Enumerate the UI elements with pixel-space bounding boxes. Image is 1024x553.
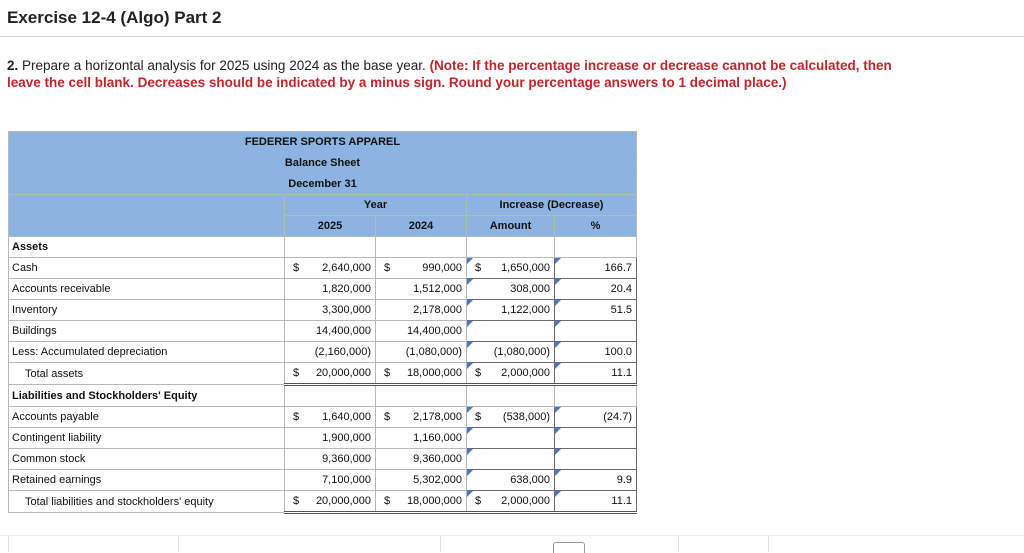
liabilities-heading: Liabilities and Stockholders' Equity [9,385,285,407]
value-2024 [376,300,467,321]
table-row [9,470,637,491]
amount-text: 2,178,000 [413,304,462,316]
col-2024: 2024 [376,216,467,237]
liability-rows [9,407,637,513]
statement-date: December 31 [9,174,637,195]
value-2024 [376,449,467,470]
dollar-sign: $ [475,495,482,507]
amount-text: 7,100,000 [322,474,371,486]
change-percent-input[interactable] [555,321,637,342]
value-2025 [285,407,376,428]
amount-text: 1,640,000 [322,411,371,423]
table-row [9,407,637,428]
value-2025 [285,279,376,300]
change-amount-input[interactable] [467,428,555,449]
change-amount-input[interactable] [467,407,555,428]
change-amount-input[interactable] [467,363,555,385]
amount-text: 2,640,000 [322,262,371,274]
amount-text: (538,000) [502,411,550,423]
amount-text: 20,000,000 [315,367,371,379]
change-amount-input[interactable] [467,279,555,300]
instruction-text: Prepare a horizontal analysis for 2025 using 2024 as the base year. [22,58,426,73]
amount-text: 1,160,000 [413,432,462,444]
amount-text: 20,000,000 [315,495,371,507]
change-amount-input[interactable] [467,321,555,342]
instruction-note: (Note: If the percentage increase or decrease cannot be calculated, then leave the cell blank. Decreases should be indicated by a minus sign. Round your percentage answers to 1 decimal place.) [7,58,892,90]
amount-text: 14,400,000 [406,325,462,337]
year-header: Year [285,195,467,216]
table-row [9,321,637,342]
value-2025 [285,428,376,449]
value-2025 [285,342,376,363]
dollar-sign: $ [475,411,482,423]
value-2024 [376,363,467,385]
statement-name: Balance Sheet [9,153,637,174]
value-2024 [376,407,467,428]
amount-text: (2,160,000) [314,346,371,358]
amount-text: (1,080,000) [493,346,550,358]
amount-text: 1,650,000 [501,262,550,274]
col-amount: Amount [467,216,555,237]
value-2025 [285,258,376,279]
instruction-number: 2. [7,58,19,73]
value-2024 [376,428,467,449]
assets-heading: Assets [9,237,285,258]
table-row [9,363,637,385]
company-name: FEDERER SPORTS APPAREL [9,132,637,153]
dollar-sign: $ [475,262,482,274]
amount-text: 18,000,000 [406,495,462,507]
dollar-sign: $ [384,495,391,507]
row-label: Cash [9,258,285,279]
row-label: Contingent liability [9,428,285,449]
scroll-handle-icon[interactable] [553,542,585,553]
row-label: Less: Accumulated depreciation [9,342,285,363]
change-percent-input[interactable]: 51.5 [555,300,637,321]
value-2024 [376,321,467,342]
row-label: Accounts payable [9,407,285,428]
increase-decrease-header: Increase (Decrease) [467,195,637,216]
change-amount-input[interactable] [467,470,555,491]
title-divider [0,36,1024,37]
value-2025 [285,491,376,513]
value-2025 [285,321,376,342]
amount-text: (1,080,000) [405,346,462,358]
amount-text: 2,000,000 [501,367,550,379]
table-row [9,258,637,279]
amount-text: 2,178,000 [413,411,462,423]
table-row [9,342,637,363]
instructions [7,57,907,91]
table-row [9,279,637,300]
row-label: Common stock [9,449,285,470]
change-amount-input[interactable] [467,449,555,470]
change-percent-input[interactable] [555,428,637,449]
dollar-sign: $ [384,262,391,274]
footer-strip [0,535,1024,552]
amount-text: 9,360,000 [413,453,462,465]
change-amount-input[interactable] [467,300,555,321]
value-2024 [376,470,467,491]
amount-text: 1,820,000 [322,283,371,295]
dollar-sign: $ [293,367,300,379]
amount-text: 2,000,000 [501,495,550,507]
value-2025 [285,470,376,491]
exercise-title: Exercise 12-4 (Algo) Part 2 [7,8,222,27]
amount-text: 1,512,000 [413,283,462,295]
horizontal-analysis-table [8,131,637,514]
dollar-sign: $ [293,411,300,423]
value-2025 [285,449,376,470]
table-row [9,491,637,513]
amount-text: 1,122,000 [501,304,550,316]
row-label: Inventory [9,300,285,321]
amount-text: 638,000 [510,474,550,486]
change-percent-input[interactable]: 100.0 [555,342,637,363]
value-2025 [285,300,376,321]
dollar-sign: $ [293,262,300,274]
value-2025 [285,363,376,385]
amount-text: 990,000 [422,262,462,274]
change-percent-input[interactable] [555,449,637,470]
table-row [9,428,637,449]
dollar-sign: $ [384,367,391,379]
change-amount-input[interactable] [467,491,555,513]
amount-text: 308,000 [510,283,550,295]
asset-rows [9,258,637,385]
amount-text: 14,400,000 [315,325,371,337]
col-percent: % [555,216,637,237]
row-label: Buildings [9,321,285,342]
change-percent-input[interactable]: 11.1 [555,491,637,513]
dollar-sign: $ [475,367,482,379]
amount-text: 3,300,000 [322,304,371,316]
value-2024 [376,342,467,363]
change-amount-input[interactable] [467,342,555,363]
amount-text: 1,900,000 [322,432,371,444]
dollar-sign: $ [293,495,300,507]
value-2024 [376,279,467,300]
table-row [9,300,637,321]
change-percent-input[interactable]: (24.7) [555,407,637,428]
change-percent-input[interactable]: 9.9 [555,470,637,491]
value-2024 [376,258,467,279]
amount-text: 5,302,000 [413,474,462,486]
row-label: Accounts receivable [9,279,285,300]
change-percent-input[interactable]: 11.1 [555,363,637,385]
dollar-sign: $ [384,411,391,423]
row-label: Total assets [9,363,285,385]
row-label: Retained earnings [9,470,285,491]
value-2024 [376,491,467,513]
table-row [9,449,637,470]
row-label: Total liabilities and stockholders' equity [9,491,285,513]
change-percent-input[interactable]: 20.4 [555,279,637,300]
col-2025: 2025 [285,216,376,237]
amount-text: 18,000,000 [406,367,462,379]
change-amount-input[interactable] [467,258,555,279]
change-percent-input[interactable]: 166.7 [555,258,637,279]
amount-text: 9,360,000 [322,453,371,465]
